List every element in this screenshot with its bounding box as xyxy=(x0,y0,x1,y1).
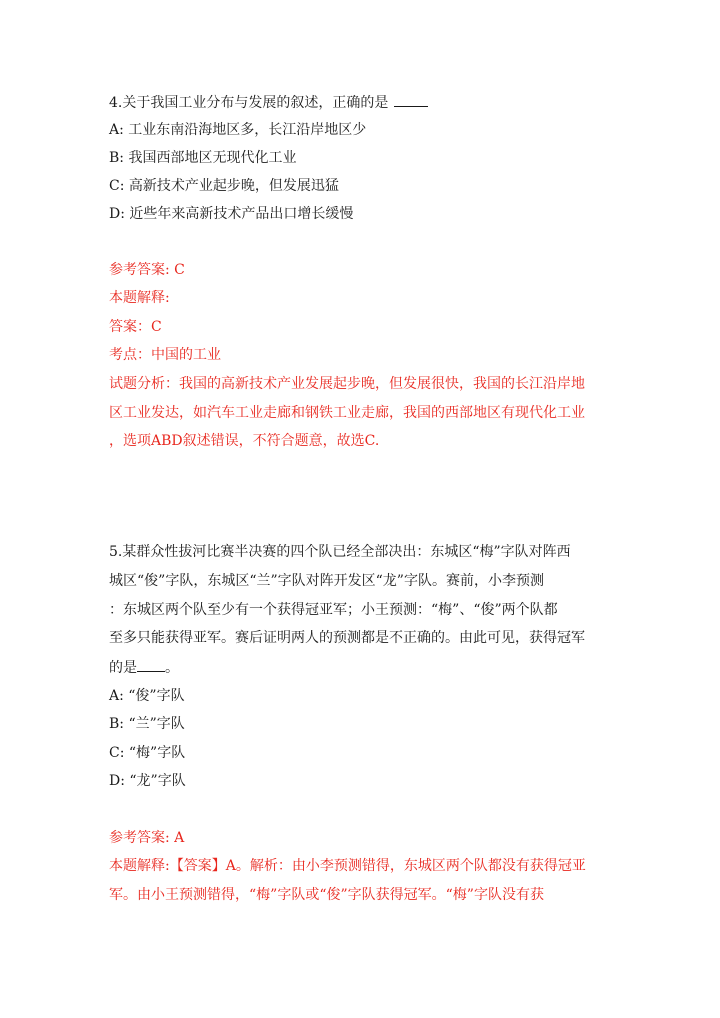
q4-key-point: 考点：中国的工业 xyxy=(109,347,221,363)
q5-explanation-line-1: 本题解释:【答案】A。解析：由小李预测错得，东城区两个队都没有获得冠亚 xyxy=(109,858,586,874)
q5-stem-line-2: 城区“俊”字队，东城区“兰”字队对阵开发区“龙”字队。赛前，小李预测 xyxy=(109,573,544,589)
q5-reference-answer: 参考答案: A xyxy=(109,830,185,846)
q5-option-a: A: “俊”字队 xyxy=(109,688,185,704)
q4-analysis-line-2: 区工业发达，如汽车工业走廊和钢铁工业走廊，我国的西部地区有现代化工业 xyxy=(109,405,585,421)
q4-analysis-line-1: 试题分析：我国的高新技术产业发展起步晚，但发展很快，我国的长江沿岸地 xyxy=(109,376,585,392)
q5-stem-line-4: 至多只能获得亚军。赛后证明两人的预测都是不正确的。由此可见，获得冠军 xyxy=(109,630,585,646)
q5-stem-last-prefix: 的是 xyxy=(109,660,137,676)
q5-answer-blank xyxy=(137,658,165,672)
q5-stem-line-3: ：东城区两个队至少有一个获得冠亚军；小王预测：“梅”、“俊”两个队都 xyxy=(109,602,558,618)
q5-option-c: C: “梅”字队 xyxy=(109,745,186,761)
q5-option-b: B: “兰”字队 xyxy=(109,716,185,732)
q5-explanation-line-2: 军。由小王预测错得，“梅”字队或“俊”字队获得冠军。“梅”字队没有获 xyxy=(109,887,544,903)
q4-option-c: C: 高新技术产业起步晚，但发展迅猛 xyxy=(109,178,339,194)
q4-stem xyxy=(109,93,428,112)
q5-stem-line-1: 5.某群众性拔河比赛半决赛的四个队已经全部决出：东城区“梅”字队对阵西 xyxy=(109,544,571,560)
q4-answer-blank xyxy=(394,93,428,107)
q4-reference-answer: 参考答案: C xyxy=(109,262,185,278)
q5-stem-line-5 xyxy=(109,658,179,677)
q4-stem-text: 4.关于我国工业分布与发展的叙述，正确的是 xyxy=(109,95,389,111)
q4-option-b: B: 我国西部地区无现代化工业 xyxy=(109,150,297,166)
q5-option-d: D: “龙”字队 xyxy=(109,773,186,789)
q5-stem-last-suffix: 。 xyxy=(165,660,179,676)
q4-option-d: D: 近些年来高新技术产品出口增长缓慢 xyxy=(109,206,354,222)
q4-option-a: A: 工业东南沿海地区多，长江沿岸地区少 xyxy=(109,122,367,138)
q4-analysis-line-3: ，选项ABD叙述错误，不符合题意，故选C. xyxy=(109,433,380,449)
q4-explanation-title: 本题解释: xyxy=(109,290,170,306)
q4-answer: 答案：C xyxy=(109,319,162,335)
